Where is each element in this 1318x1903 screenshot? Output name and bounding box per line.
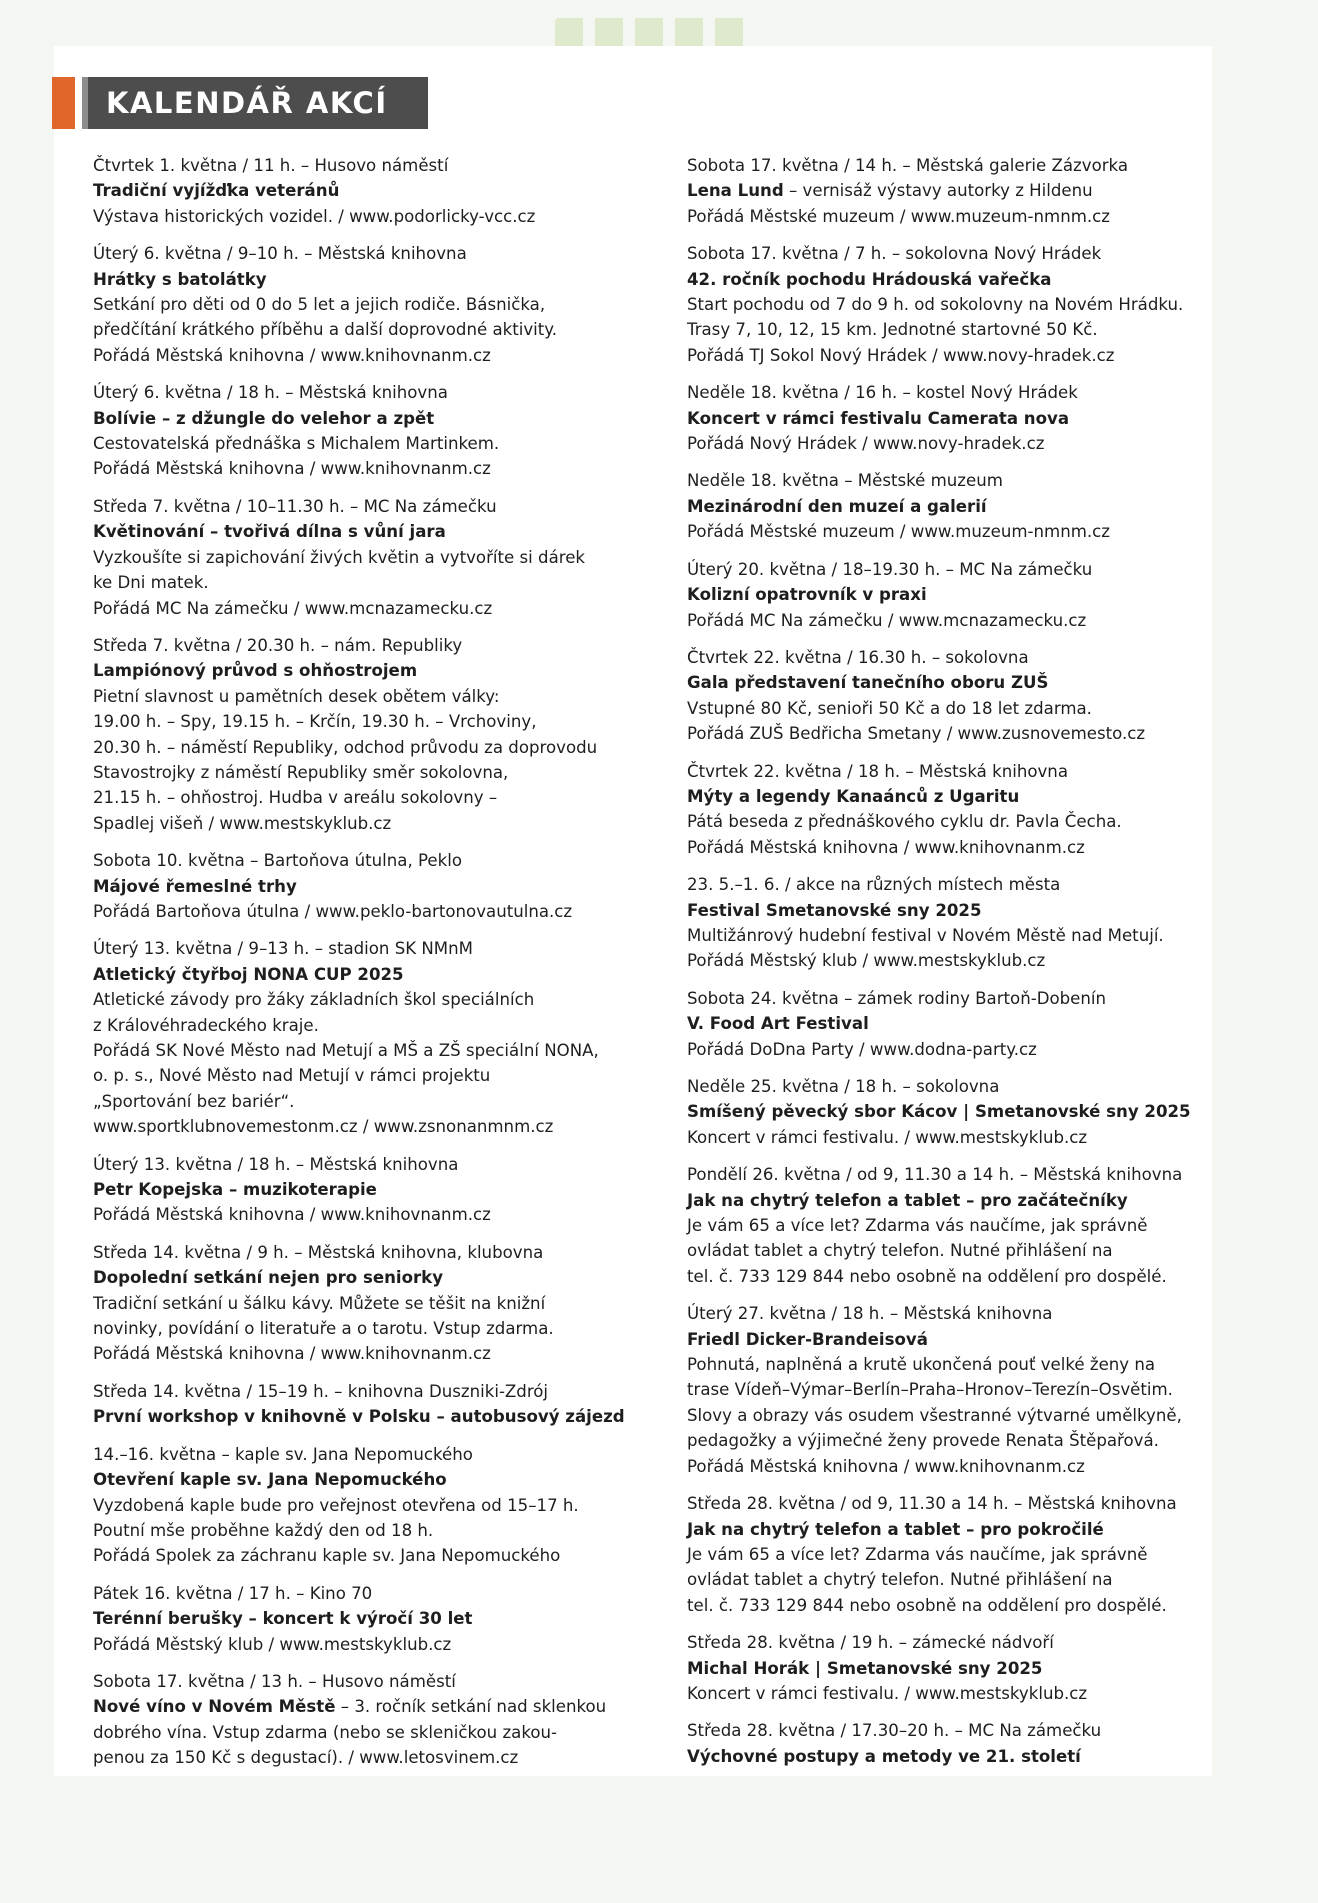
event-title-line xyxy=(93,519,653,544)
event-description-line: Pořádá Městská knihovna / www.knihovnanm.cz xyxy=(93,345,491,365)
header-divider xyxy=(82,77,88,129)
event-description-line: Vyzdobená kaple bude pro veřejnost otevřena od 15–17 h. xyxy=(93,1495,579,1515)
event-description-line: www.sportklubnovemestonm.cz / www.zsnonanmnm.cz xyxy=(93,1117,554,1137)
event-entry xyxy=(687,1491,1247,1618)
event-title-line xyxy=(93,1606,653,1631)
event-description-line: Start pochodu od 7 do 9 h. od sokolovny na Novém Hrádku. xyxy=(687,295,1184,315)
event-description-line: novinky, povídání o literatuře a o tarotu. Vstup zdarma. xyxy=(93,1319,554,1339)
event-title: Tradiční vyjížďka veteránů xyxy=(93,181,340,201)
event-entry xyxy=(93,153,653,229)
event-title: Festival Smetanovské sny 2025 xyxy=(687,900,982,920)
event-entry xyxy=(687,872,1247,974)
event-date-venue: Středa 28. května / 17.30–20 h. – MC Na zámečku xyxy=(687,1721,1102,1741)
event-entry xyxy=(687,986,1247,1062)
event-description-line: penou za 150 Kč s degustací). / www.letosvinem.cz xyxy=(93,1748,519,1768)
event-title-line xyxy=(93,1404,653,1429)
event-title-line xyxy=(687,582,1247,607)
event-date-venue: 23. 5.–1. 6. / akce na různých místech města xyxy=(687,875,1061,895)
event-title-line xyxy=(93,874,653,899)
event-entry xyxy=(93,1152,653,1228)
event-description-line: Koncert v rámci festivalu. / www.mestskyklub.cz xyxy=(687,1127,1088,1147)
event-title: Terénní berušky – koncert k výročí 30 let xyxy=(93,1609,473,1629)
event-description-line: 20.30 h. – náměstí Republiky, odchod průvodu za doprovodu xyxy=(93,737,598,757)
event-title: Nové víno v Novém Městě xyxy=(93,1697,336,1717)
event-entry xyxy=(687,1718,1247,1769)
event-title-line xyxy=(687,494,1247,519)
event-entry xyxy=(687,1162,1247,1289)
event-title-line xyxy=(93,178,653,203)
event-title: Smíšený pěvecký sbor Kácov | Smetanovské sny 2025 xyxy=(687,1102,1191,1122)
event-title: Gala představení tanečního oboru ZUŠ xyxy=(687,673,1049,693)
event-title-line xyxy=(687,267,1247,292)
section-header xyxy=(82,77,428,129)
event-title-line xyxy=(93,1467,653,1492)
event-description-line: Poutní mše proběhne každý den od 18 h. xyxy=(93,1520,434,1540)
event-title: Hrátky s batolátky xyxy=(93,269,267,289)
event-title-line xyxy=(687,1099,1247,1124)
event-description-line: Je vám 65 a více let? Zdarma vás naučíme, jak správně xyxy=(687,1544,1148,1564)
event-description-line: Pořádá Městská knihovna / www.knihovnanm.cz xyxy=(687,1456,1085,1476)
events-column-left xyxy=(93,153,653,1783)
event-title: Petr Kopejska – muzikoterapie xyxy=(93,1180,377,1200)
event-title: 42. ročník pochodu Hrádouská vařečka xyxy=(687,269,1052,289)
event-entry xyxy=(687,1074,1247,1150)
event-description-line: tel. č. 733 129 844 nebo osobně na oddělení pro dospělé. xyxy=(687,1266,1167,1286)
event-description-line: Výstava historických vozidel. / www.podorlicky-vcc.cz xyxy=(93,206,536,226)
event-description-line: „Sportování bez bariér“. xyxy=(93,1091,295,1111)
event-entry xyxy=(687,153,1247,229)
event-entry xyxy=(93,380,653,482)
event-description-line: Stavostrojky z náměstí Republiky směr sokolovna, xyxy=(93,762,509,782)
event-description-line: dobrého vína. Vstup zdarma (nebo se skleničkou zakou- xyxy=(93,1722,558,1742)
event-date-venue: Středa 28. května / od 9, 11.30 a 14 h. – Městská knihovna xyxy=(687,1494,1177,1514)
event-title-line xyxy=(93,1694,653,1719)
event-date-venue: Sobota 17. května / 7 h. – sokolovna Nový Hrádek xyxy=(687,244,1102,264)
event-title-line xyxy=(93,267,653,292)
event-entry xyxy=(687,241,1247,368)
event-entry xyxy=(93,1379,653,1430)
event-title: Koncert v rámci festivalu Camerata nova xyxy=(687,408,1070,428)
event-date-venue: Středa 28. května / 19 h. – zámecké nádvoří xyxy=(687,1633,1054,1653)
event-title-line xyxy=(687,1656,1247,1681)
event-description-line: Vstupné 80 Kč, senioři 50 Kč a do 18 let zdarma. xyxy=(687,698,1092,718)
event-date-venue: Čtvrtek 1. května / 11 h. – Husovo náměstí xyxy=(93,156,449,175)
event-description-line: trase Vídeň–Výmar–Berlín–Praha–Hronov–Terezín–Osvětim. xyxy=(687,1380,1173,1400)
event-description-line: Pořádá Spolek za záchranu kaple sv. Jana Nepomuckého xyxy=(93,1546,561,1566)
event-description-line: Pořádá ZUŠ Bedřicha Smetany / www.zusnovemesto.cz xyxy=(687,724,1146,744)
event-title-line xyxy=(93,1177,653,1202)
event-date-venue: Středa 14. května / 15–19 h. – knihovna Duszniki-Zdrój xyxy=(93,1381,549,1401)
event-date-venue: Sobota 24. května – zámek rodiny Bartoň-Dobenín xyxy=(687,988,1107,1008)
event-description-line: z Královéhradeckého kraje. xyxy=(93,1015,319,1035)
event-date-venue: Čtvrtek 22. května / 16.30 h. – sokolovna xyxy=(687,647,1029,667)
event-description-line: Vyzkoušíte si zapichování živých květin a vytvoříte si dárek xyxy=(93,547,586,567)
event-title: Mezinárodní den muzeí a galerií xyxy=(687,496,987,516)
event-description-line: Tradiční setkání u šálku kávy. Můžete se těšit na knižní xyxy=(93,1293,546,1313)
event-entry xyxy=(687,1301,1247,1479)
event-title: První workshop v knihovně v Polsku – autobusový zájezd xyxy=(93,1407,625,1427)
event-date-venue: Neděle 25. května / 18 h. – sokolovna xyxy=(687,1077,1000,1096)
event-description-line: Pořádá Městské muzeum / www.muzeum-nmnm.cz xyxy=(687,522,1110,542)
event-description-line: Slovy a obrazy vás osudem všestranné výtvarné umělkyně, xyxy=(687,1405,1182,1425)
event-description-line: Pořádá Městské muzeum / www.muzeum-nmnm.cz xyxy=(687,206,1110,226)
event-title: Lena Lund xyxy=(687,181,784,201)
event-entry xyxy=(687,645,1247,747)
event-entry xyxy=(93,848,653,924)
event-description-line: Pohnutá, naplněná a krutě ukončená pouť velké ženy na xyxy=(687,1355,1156,1375)
event-title: Friedl Dicker-Brandeisová xyxy=(687,1329,928,1349)
event-title-line xyxy=(687,406,1247,431)
event-title-suffix: – vernisáž výstavy autorky z Hildenu xyxy=(783,181,1093,201)
event-description-line: Pořádá Nový Hrádek / www.novy-hradek.cz xyxy=(687,434,1045,454)
header-accent-block xyxy=(52,77,75,129)
event-description-line: tel. č. 733 129 844 nebo osobně na oddělení pro dospělé. xyxy=(687,1595,1167,1615)
event-title: Atletický čtyřboj NONA CUP 2025 xyxy=(93,964,404,984)
event-description-line: Pořádá SK Nové Město nad Metují a MŠ a ZŠ speciální NONA, xyxy=(93,1041,599,1060)
event-description-line: Pořádá Městská knihovna / www.knihovnanm.cz xyxy=(93,459,491,479)
event-title-line xyxy=(93,962,653,987)
event-date-venue: Středa 14. května / 9 h. – Městská knihovna, klubovna xyxy=(93,1242,544,1262)
event-description-line: Pořádá Městská knihovna / www.knihovnanm.cz xyxy=(687,837,1085,857)
event-entry xyxy=(93,1669,653,1771)
event-title-line xyxy=(93,658,653,683)
event-date-venue: Neděle 18. května / 16 h. – kostel Nový Hrádek xyxy=(687,383,1078,403)
event-description-line: předčítání krátkého příběhu a další doprovodné aktivity. xyxy=(93,320,558,340)
event-date-venue: Sobota 10. května – Bartoňova útulna, Peklo xyxy=(93,851,463,871)
event-entry xyxy=(687,759,1247,861)
event-date-venue: Sobota 17. května / 13 h. – Husovo náměstí xyxy=(93,1671,456,1691)
event-title: Výchovné postupy a metody ve 21. století xyxy=(687,1746,1081,1766)
event-description-line: Pořádá Městský klub / www.mestskyklub.cz xyxy=(687,951,1046,971)
event-title: Michal Horák | Smetanovské sny 2025 xyxy=(687,1658,1043,1678)
event-title: Lampiónový průvod s ohňostrojem xyxy=(93,661,418,681)
event-date-venue: Úterý 20. května / 18–19.30 h. – MC Na zámečku xyxy=(687,559,1093,579)
event-title-line xyxy=(687,1188,1247,1213)
event-description-line: ke Dni matek. xyxy=(93,573,209,593)
event-date-venue: Pondělí 26. května / od 9, 11.30 a 14 h. – Městská knihovna xyxy=(687,1165,1183,1185)
event-title-line xyxy=(687,1517,1247,1542)
event-description-line: 19.00 h. – Spy, 19.15 h. – Krčín, 19.30 h. – Vrchoviny, xyxy=(93,712,537,732)
event-title-line xyxy=(687,1744,1247,1769)
event-entry xyxy=(93,1240,653,1367)
event-date-venue: 14.–16. května – kaple sv. Jana Nepomuckého xyxy=(93,1444,473,1464)
event-title-line xyxy=(687,1011,1247,1036)
event-entry xyxy=(93,1581,653,1657)
event-description-line: Je vám 65 a více let? Zdarma vás naučíme, jak správně xyxy=(687,1216,1148,1236)
event-description-line: Multižánrový hudební festival v Novém Městě nad Metují. xyxy=(687,925,1164,945)
event-title: Kolizní opatrovník v praxi xyxy=(687,585,927,605)
event-date-venue: Neděle 18. května – Městské muzeum xyxy=(687,471,1003,491)
event-description-line: Pátá beseda z přednáškového cyklu dr. Pavla Čecha. xyxy=(687,812,1122,832)
event-title: V. Food Art Festival xyxy=(687,1014,869,1034)
event-title: Jak na chytrý telefon a tablet – pro pokročilé xyxy=(687,1519,1104,1539)
event-title-suffix: – 3. ročník setkání nad sklenkou xyxy=(335,1697,607,1717)
event-title: Jak na chytrý telefon a tablet – pro začátečníky xyxy=(687,1190,1128,1210)
event-entry xyxy=(93,241,653,368)
event-date-venue: Sobota 17. května / 14 h. – Městská galerie Zázvorka xyxy=(687,156,1129,175)
event-entry xyxy=(93,936,653,1139)
event-title: Otevření kaple sv. Jana Nepomuckého xyxy=(93,1470,447,1490)
events-column-right xyxy=(687,153,1247,1781)
event-title-line xyxy=(687,898,1247,923)
event-description-line: Koncert v rámci festivalu. / www.mestskyklub.cz xyxy=(687,1683,1088,1703)
event-title-line xyxy=(93,1265,653,1290)
event-date-venue: Středa 7. května / 10–11.30 h. – MC Na zámečku xyxy=(93,496,497,516)
event-description-line: Atletické závody pro žáky základních škol speciálních xyxy=(93,990,535,1010)
page-title: KALENDÁŘ AKCÍ xyxy=(106,86,388,120)
event-date-venue: Úterý 6. května / 18 h. – Městská knihovna xyxy=(93,383,448,403)
event-description-line: Pořádá TJ Sokol Nový Hrádek / www.novy-hradek.cz xyxy=(687,345,1115,365)
event-date-venue: Čtvrtek 22. května / 18 h. – Městská knihovna xyxy=(687,761,1068,781)
event-date-venue: Pátek 16. května / 17 h. – Kino 70 xyxy=(93,1583,373,1603)
event-entry xyxy=(93,633,653,836)
event-title-line xyxy=(687,1327,1247,1352)
event-date-venue: Úterý 13. května / 18 h. – Městská knihovna xyxy=(93,1154,459,1174)
event-description-line: Cestovatelská přednáška s Michalem Martinkem. xyxy=(93,434,500,454)
event-description-line: Trasy 7, 10, 12, 15 km. Jednotné startovné 50 Kč. xyxy=(687,320,1098,340)
event-description-line: ovládat tablet a chytrý telefon. Nutné přihlášení na xyxy=(687,1241,1113,1261)
event-title-line xyxy=(687,178,1247,203)
event-title: Bolívie – z džungle do velehor a zpět xyxy=(93,408,435,428)
event-entry xyxy=(93,1442,653,1569)
event-description-line: ovládat tablet a chytrý telefon. Nutné přihlášení na xyxy=(687,1570,1113,1590)
event-description-line: 21.15 h. – ohňostroj. Hudba v areálu sokolovny – xyxy=(93,788,498,808)
event-description-line: Pořádá Bartoňova útulna / www.peklo-bartonovautulna.cz xyxy=(93,901,573,921)
event-title-line xyxy=(687,784,1247,809)
event-description-line: Pořádá Městská knihovna / www.knihovnanm.cz xyxy=(93,1205,491,1225)
event-title: Květinování – tvořivá dílna s vůní jara xyxy=(93,522,446,542)
event-description-line: Setkání pro děti od 0 do 5 let a jejich rodiče. Básnička, xyxy=(93,295,546,315)
event-entry xyxy=(687,380,1247,456)
event-date-venue: Úterý 6. května / 9–10 h. – Městská knihovna xyxy=(93,244,467,264)
event-title: Dopolední setkání nejen pro seniorky xyxy=(93,1268,444,1288)
event-description-line: Pořádá MC Na zámečku / www.mcnazamecku.cz xyxy=(687,610,1087,630)
event-date-venue: Středa 7. května / 20.30 h. – nám. Republiky xyxy=(93,635,463,655)
event-title: Májové řemeslné trhy xyxy=(93,876,297,896)
event-entry xyxy=(687,468,1247,544)
event-date-venue: Úterý 27. května / 18 h. – Městská knihovna xyxy=(687,1304,1053,1324)
event-entry xyxy=(687,1630,1247,1706)
event-entry xyxy=(687,557,1247,633)
event-entry xyxy=(93,494,653,621)
event-description-line: Pietní slavnost u pamětních desek obětem války: xyxy=(93,686,500,706)
event-description-line: pedagožky a výjimečné ženy provede Renata Štěpařová. xyxy=(687,1431,1159,1451)
event-description-line: Pořádá MC Na zámečku / www.mcnazamecku.cz xyxy=(93,598,493,618)
event-description-line: Pořádá Městský klub / www.mestskyklub.cz xyxy=(93,1634,452,1654)
event-description-line: o. p. s., Nové Město nad Metují v rámci projektu xyxy=(93,1066,491,1086)
event-title: Mýty a legendy Kanaánců z Ugaritu xyxy=(687,786,1020,806)
event-description-line: Pořádá DoDna Party / www.dodna-party.cz xyxy=(687,1039,1037,1059)
event-title-line xyxy=(93,406,653,431)
event-description-line: Pořádá Městská knihovna / www.knihovnanm.cz xyxy=(93,1344,491,1364)
event-title-line xyxy=(687,670,1247,695)
event-date-venue: Úterý 13. května / 9–13 h. – stadion SK NMnM xyxy=(93,939,473,959)
event-description-line: Spadlej višeň / www.mestskyklub.cz xyxy=(93,813,392,833)
